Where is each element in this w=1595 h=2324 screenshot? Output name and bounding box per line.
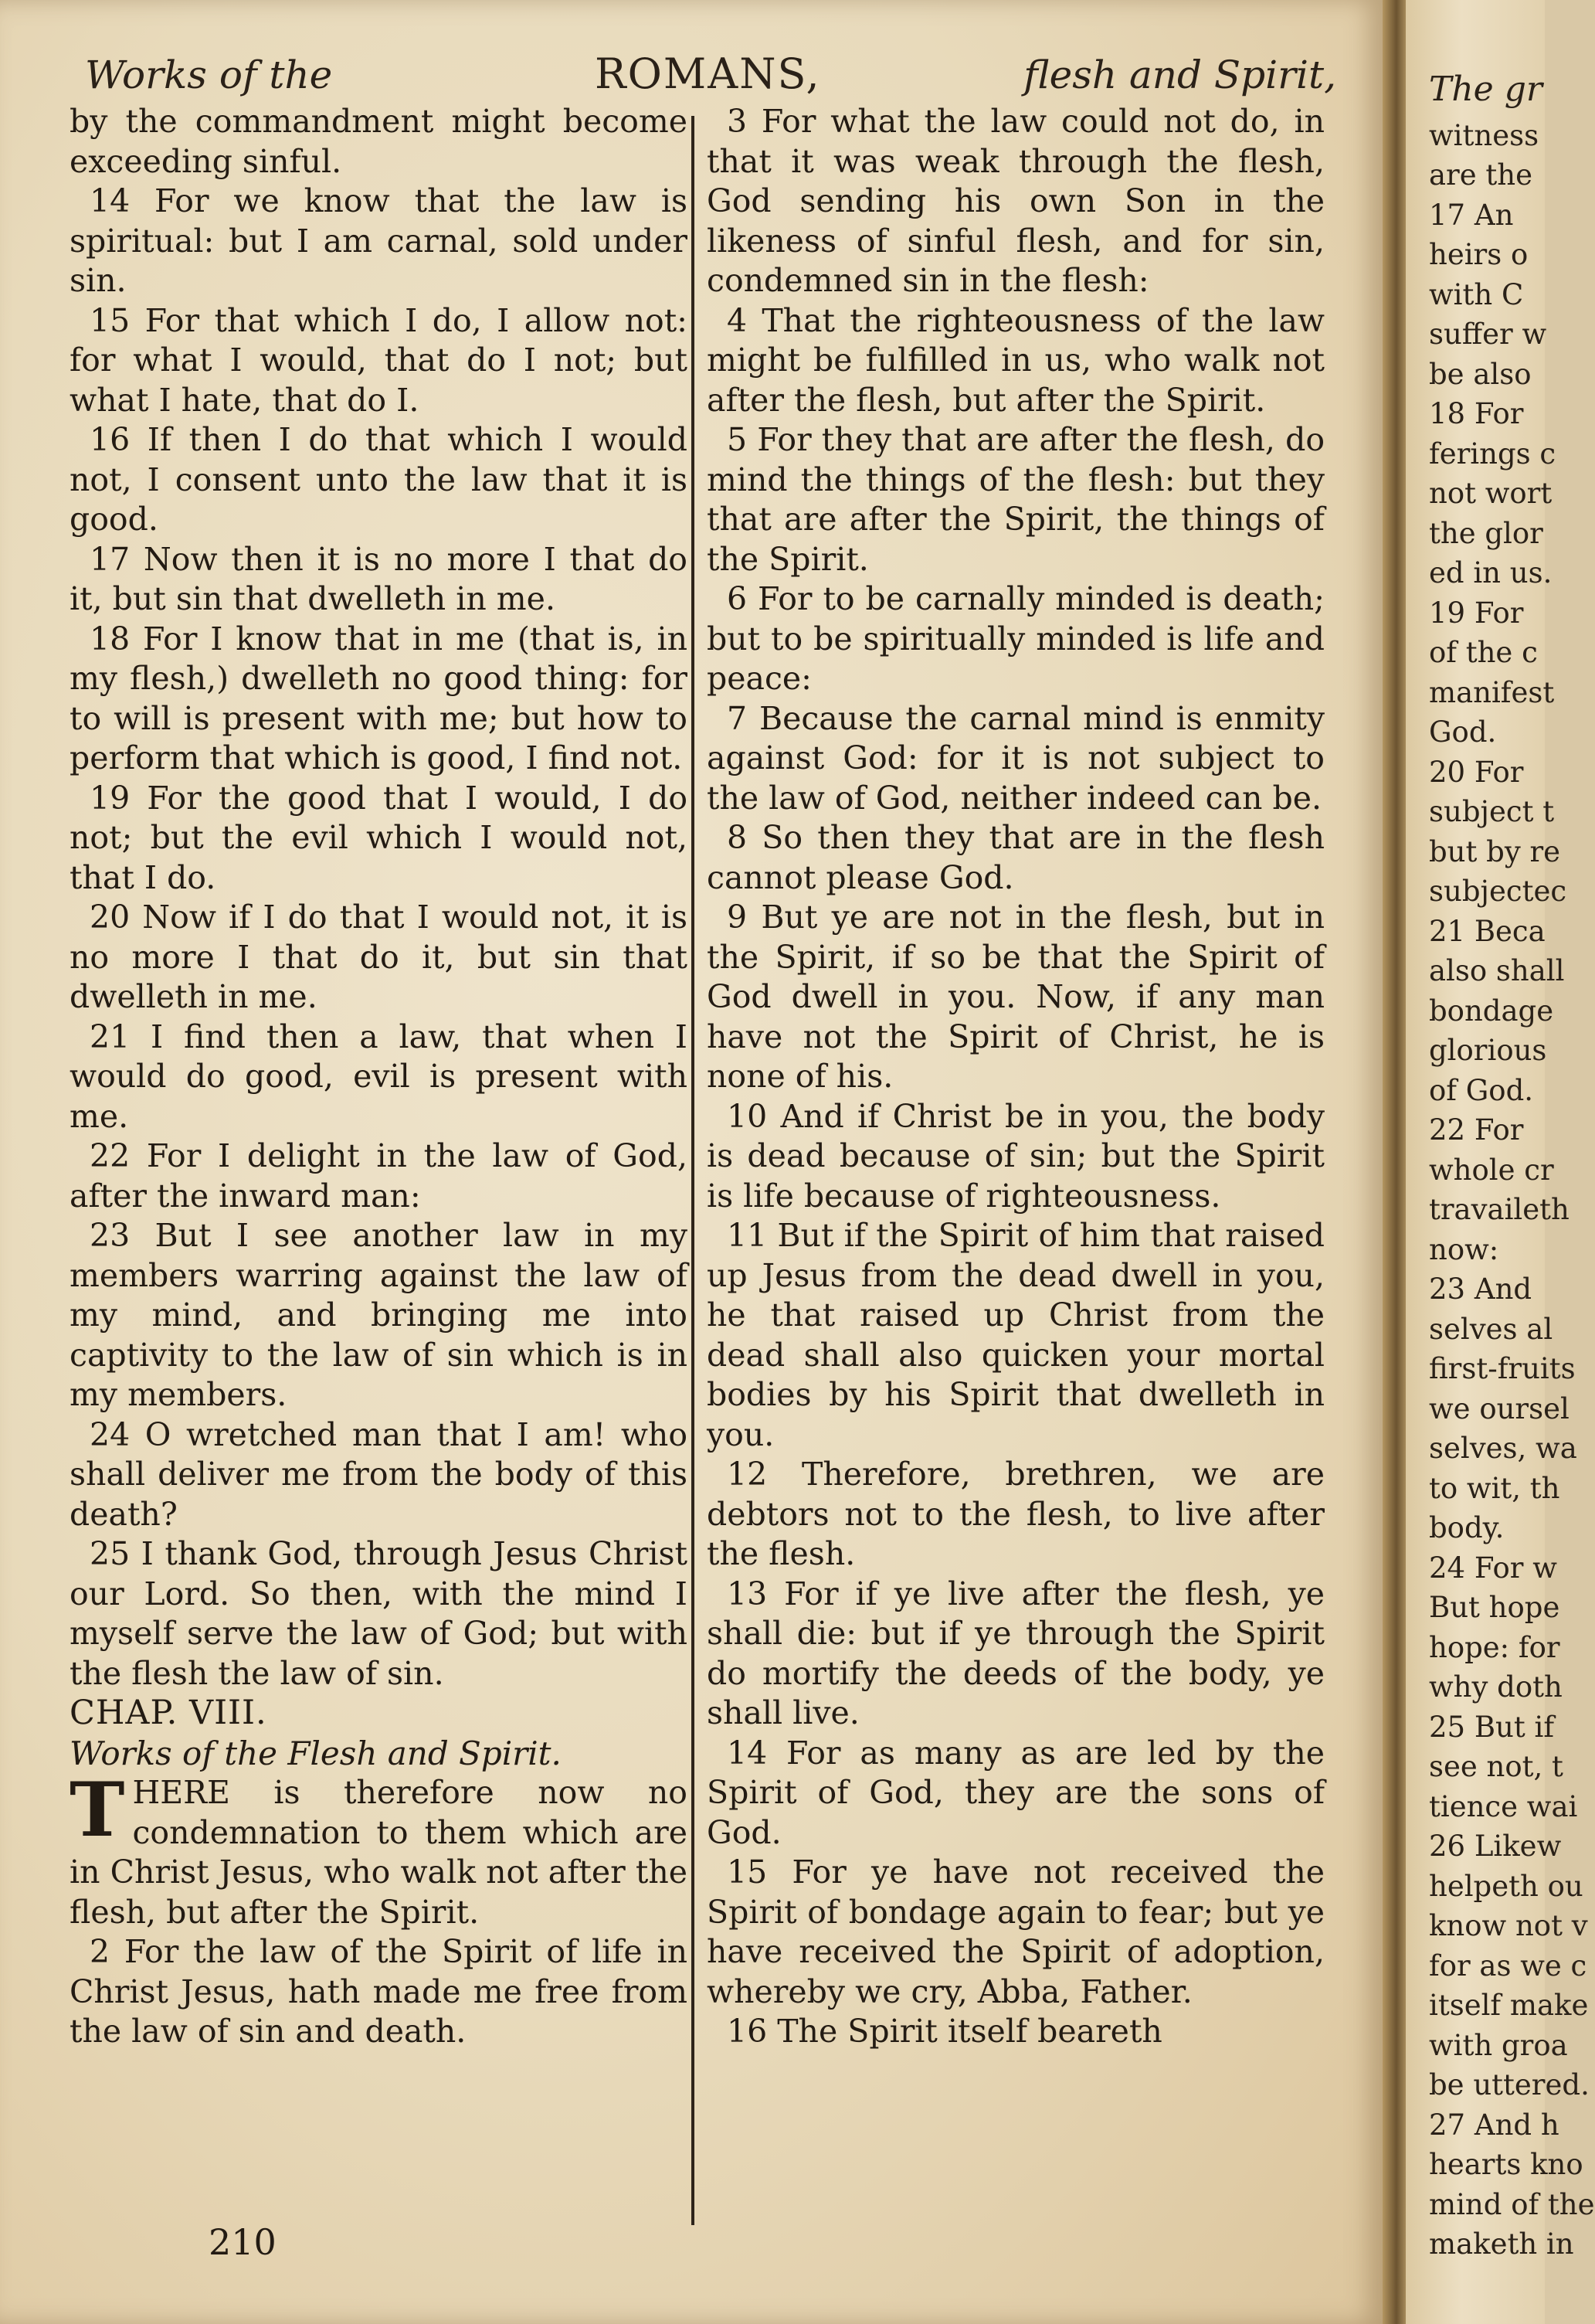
facing-page-line: 24 For w	[1429, 1551, 1557, 1585]
facing-page-line: selves al	[1429, 1312, 1553, 1346]
facing-page-text	[1429, 70, 1595, 2265]
verse: 21 I find then a law, that when I would do good, evil is present with me.	[70, 1018, 687, 1135]
facing-page-line: with groa	[1429, 2028, 1568, 2062]
drop-cap: T	[70, 1766, 125, 1853]
verse: 2 For the law of the Spirit of life in Christ Jesus, hath made me free from the law of sin and death.	[70, 1933, 687, 2050]
facing-page-line: of God.	[1429, 1073, 1534, 1107]
facing-page-line: but by re	[1429, 834, 1561, 868]
facing-page-line: why doth	[1429, 1670, 1563, 1704]
facing-page-line: bondage	[1429, 994, 1554, 1028]
facing-page-line: suffer w	[1429, 318, 1547, 351]
facing-page-line: 17 An	[1429, 198, 1514, 232]
verse: 16 The Spirit itself beareth	[727, 2013, 1162, 2050]
verse: 10 And if Christ be in you, the body is dead because of sin; but the Spirit is life because of righteousness.	[707, 1097, 1325, 1215]
verse: 18 For I know that in me (that is, in my flesh,) dwelleth no good thing: for to will is present with me; but how to perform that which is good, I find not.	[70, 620, 687, 776]
facing-page-line: witness	[1429, 118, 1539, 152]
header-right: flesh and Spirit,	[1023, 53, 1336, 97]
facing-page-line: 20 For	[1429, 755, 1524, 789]
verse: 15 For ye have not received the Spirit of bondage again to fear; but ye have received the Spirit of adoption, whereby we cry, Abba, Father.	[707, 1853, 1325, 2010]
page-number: 210	[209, 2221, 277, 2263]
facing-page-line: glorious	[1429, 1034, 1547, 1067]
right-column	[707, 102, 1325, 2052]
verse: 19 For the good that I would, I do not; but the evil which I would not, that I do.	[70, 779, 687, 896]
verse: 6 For to be carnally minded is death; but to be spiritually minded is life and peace:	[707, 580, 1325, 697]
facing-page-line: of the c	[1429, 636, 1538, 669]
facing-page-line: selves, wa	[1429, 1432, 1577, 1465]
facing-page-line: 18 For	[1429, 397, 1524, 430]
facing-page-line: travaileth	[1429, 1193, 1570, 1226]
chapter-subtitle: Works of the Flesh and Spirit.	[70, 1734, 562, 1772]
facing-page-line: not wort	[1429, 477, 1553, 510]
running-header	[85, 45, 1336, 99]
facing-page-line: 21 Beca	[1429, 914, 1546, 948]
facing-page-line: helpeth ou	[1429, 1869, 1583, 1903]
verse: 25 I thank God, through Jesus Christ our Lord. So then, with the mind I myself serve the law of God; but with the flesh the law of sin.	[70, 1535, 687, 1692]
chapter-heading: CHAP. VIII.	[70, 1694, 267, 1732]
facing-page-header: The gr	[1429, 70, 1542, 109]
facing-page-line: whole cr	[1429, 1153, 1554, 1187]
facing-page-line: are the	[1429, 158, 1532, 192]
facing-page-line: be also	[1429, 357, 1532, 391]
header-left: Works of the	[85, 53, 333, 97]
verse: 20 Now if I do that I would not, it is no more I that do it, but sin that dwelleth in me.	[70, 899, 687, 1015]
facing-page-line: with C	[1429, 277, 1524, 311]
facing-page-line: to wit, th	[1429, 1471, 1560, 1505]
verse: 14 For as many as are led by the Spirit of God, they are the sons of God.	[707, 1734, 1325, 1851]
facing-page-line: the glor	[1429, 516, 1543, 550]
verse: 17 Now then it is no more I that do it, but sin that dwelleth in me.	[70, 540, 687, 617]
verse: 13 For if ye live after the flesh, ye shall die: but if ye through the Spirit do mortify the deeds of the body, ye shall live.	[707, 1575, 1325, 1731]
verse: 9 But ye are not in the flesh, but in the Spirit, if so be that the Spirit of God dwell in you. Now, if any man have not the Spirit of Christ, he is none of his.	[707, 899, 1325, 1095]
verse: by the commandment might become exceeding sinful.	[70, 103, 687, 180]
facing-page-line: subjectec	[1429, 875, 1567, 908]
verse: 7 Because the carnal mind is enmity against God: for it is not subject to the law of God, neither indeed can be.	[707, 699, 1325, 817]
facing-page-edge	[1406, 0, 1595, 2324]
facing-page-line: 25 But if	[1429, 1710, 1555, 1744]
facing-page-line: subject t	[1429, 795, 1555, 828]
verse: 14 For we know that the law is spiritual: but I am carnal, sold under sin.	[70, 182, 687, 299]
left-column	[70, 102, 687, 2052]
verse: 23 But I see another law in my members warring against the law of my mind, and bringing me into captivity to the law of sin which is in my members.	[70, 1217, 687, 1413]
facing-page-line: know not v	[1429, 1909, 1588, 1942]
facing-page-line: mind of the	[1429, 2187, 1595, 2221]
facing-page-line: body.	[1429, 1511, 1505, 1544]
book-gutter	[1383, 0, 1406, 2324]
facing-page-line: itself make	[1429, 1989, 1589, 2022]
facing-page-line: for as we c	[1429, 1949, 1587, 1983]
verse: 11 But if the Spirit of him that raised up Jesus from the dead dwell in you, he that raised up Christ from the dead shall also quicken your mortal bodies by his Spirit that dwelleth in you.	[707, 1217, 1325, 1453]
facing-page-line: tience wai	[1429, 1789, 1578, 1823]
facing-page-line: manifest	[1429, 675, 1555, 709]
verse: 12 Therefore, brethren, we are debtors not to the flesh, to live after the flesh.	[707, 1456, 1325, 1572]
facing-page-line: 23 And	[1429, 1272, 1532, 1306]
verse: 22 For I delight in the law of God, after the inward man:	[70, 1137, 687, 1215]
verse: 3 For what the law could not do, in that it was weak through the flesh, God sending his own Son in the likeness of sinful flesh, and for sin, condemned sin in the flesh:	[707, 103, 1325, 299]
facing-page-line: 27 And h	[1429, 2108, 1559, 2142]
facing-page-line: God.	[1429, 715, 1497, 749]
facing-page-line: 19 For	[1429, 596, 1524, 630]
facing-page-line: 26 Likew	[1429, 1830, 1562, 1863]
first-verse-text: HERE is therefore now no condemnation to them which are in Christ Jesus, who walk not after the flesh, but after the Spirit.	[70, 1774, 687, 1931]
verse: 24 O wretched man that I am! who shall deliver me from the body of this death?	[70, 1415, 687, 1533]
verse: 16 If then I do that which I would not, I consent unto the law that it is good.	[70, 421, 687, 538]
verse: 5 For they that are after the flesh, do mind the things of the flesh: but they that are after the Spirit, the things of the Spirit.	[707, 421, 1325, 578]
facing-page-line: maketh in	[1429, 2227, 1574, 2261]
facing-page-line: ferings c	[1429, 437, 1556, 471]
header-book-title: ROMANS,	[595, 49, 821, 98]
facing-page-line: But hope	[1429, 1591, 1560, 1624]
facing-page-line: see not, t	[1429, 1750, 1563, 1783]
facing-page-line: hope: for	[1429, 1630, 1560, 1664]
facing-page-line: heirs o	[1429, 238, 1529, 271]
facing-page-line: ed in us.	[1429, 556, 1553, 589]
verse: 8 So then they that are in the flesh cannot please God.	[707, 819, 1325, 896]
facing-page-line: hearts kno	[1429, 2148, 1583, 2181]
column-rule	[691, 116, 694, 2225]
verse: 4 That the righteousness of the law might be fulfilled in us, who walk not after the flesh, but after the Spirit.	[707, 301, 1325, 419]
facing-page-line: first-fruits	[1429, 1352, 1576, 1385]
chapter-first-verse	[70, 1766, 687, 1932]
facing-page-line: also shall	[1429, 954, 1565, 987]
facing-page-line: 22 For	[1429, 1113, 1524, 1147]
facing-page-line: be uttered.	[1429, 2068, 1590, 2101]
facing-page-line: we oursel	[1429, 1391, 1570, 1425]
verse: 15 For that which I do, I allow not: for what I would, that do I not; but what I hate, that do I.	[70, 301, 687, 419]
facing-page-line: now:	[1429, 1232, 1499, 1266]
